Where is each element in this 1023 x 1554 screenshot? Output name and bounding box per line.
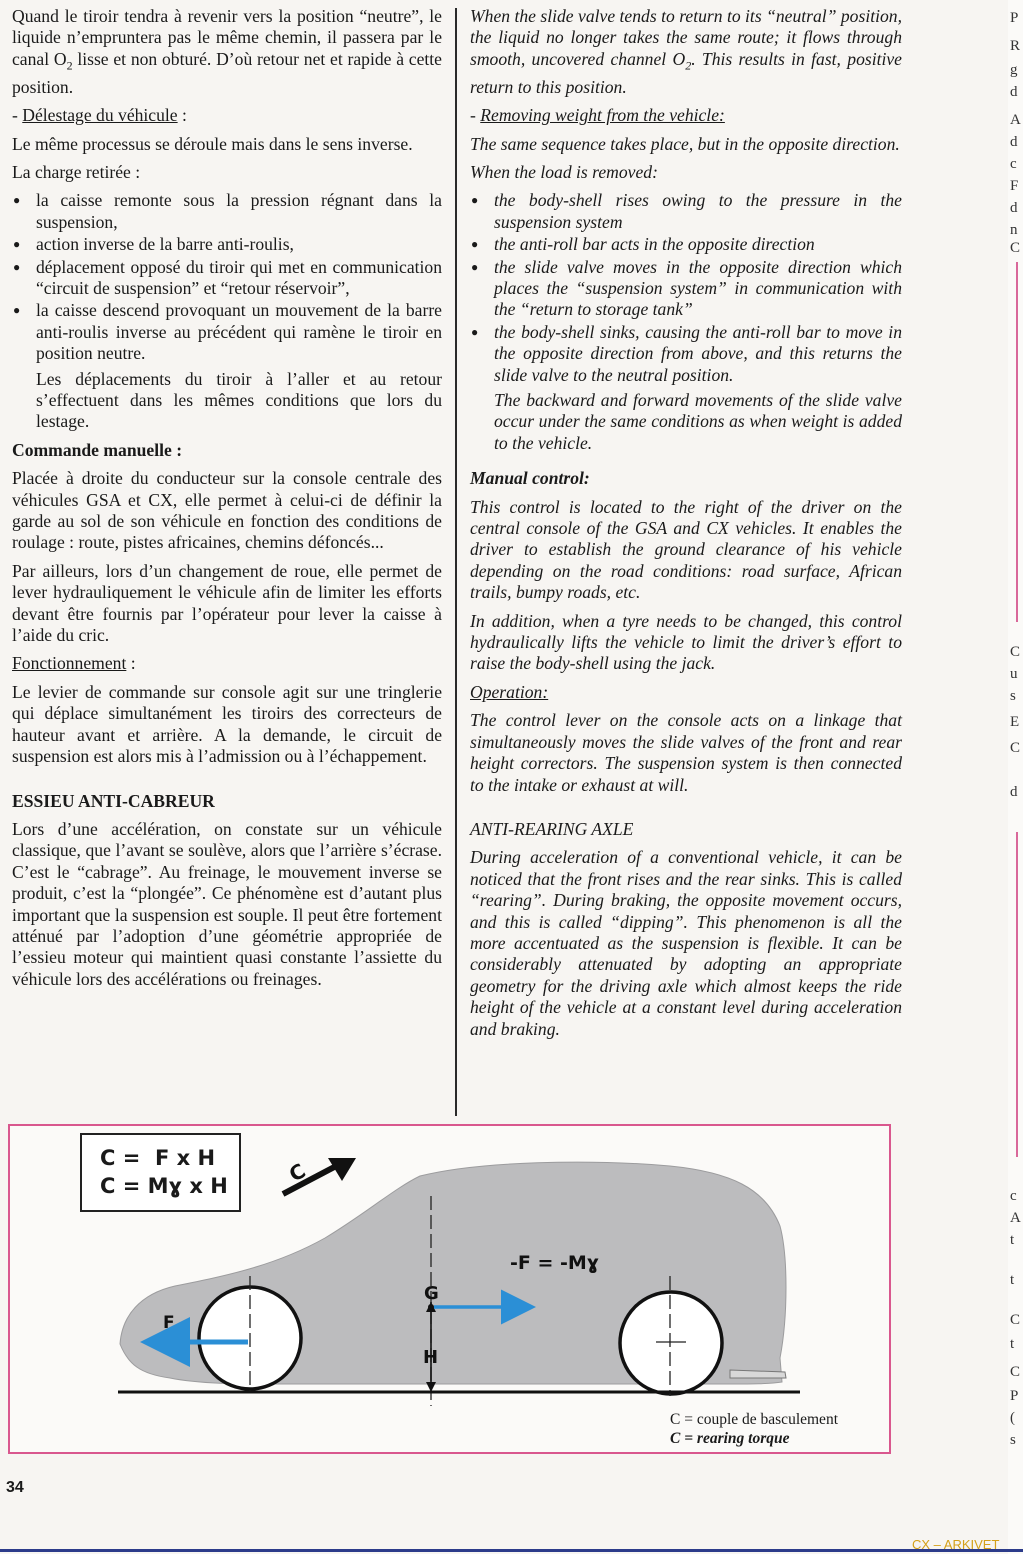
fr-fonctionnement-title: Fonctionnement [12, 653, 127, 674]
fr-fonctionnement-heading [12, 653, 442, 674]
archive-stamp: CX – ARKIVET [912, 1537, 1000, 1552]
en-removing-heading [470, 105, 902, 126]
edge-letter: d [1010, 84, 1018, 100]
caption-en: C = rearing torque [670, 1430, 790, 1447]
english-column [470, 6, 902, 1047]
label-f: F [163, 1313, 175, 1333]
edge-letter: d [1010, 134, 1018, 150]
fr-paragraph-inverse: Le même processus se déroule mais dans le sens inverse. [12, 133, 413, 154]
fr-paragraph-levier: Le levier de commande sur console agit sur une tringlerie qui déplace simultanément les tiroirs des correcteurs de hauteur avant et arrière. A la demande, le circuit de suspension est alors mis à l’admission ou à l’échappement. [12, 681, 442, 767]
edge-letter: ( [1010, 1410, 1015, 1426]
edge-letter: C [1010, 740, 1021, 756]
fr-paragraph-manual: Placée à droite du conducteur sur la console centrale des véhicules GSA et CX, elle permet à celui-ci de définir la garde au sol de son véhicule en fonction des conditions de roulage : route, pistes africaines, chemins défoncés... [12, 468, 442, 553]
car-diagram-svg [10, 1126, 890, 1452]
list-item: ● the anti-roll bar acts in the opposite direction [470, 234, 902, 255]
edge-pink-rule [1016, 832, 1018, 1157]
fr-paragraph-charge: La charge retirée : [12, 161, 141, 182]
edge-letter: c [1010, 1188, 1017, 1204]
anti-rearing-diagram [8, 1124, 891, 1454]
rear-wheel [620, 1292, 722, 1394]
caption-fr: C = couple de basculement [670, 1411, 838, 1428]
en-paragraph-lever: The control lever on the console acts on a linkage that simultaneously moves the slide valves of the front and rear height correctors. The suspension system is then connected to the intake or exhaust at will. [470, 710, 902, 795]
list-item: ● la caisse remonte sous la pression régnant dans la suspension, [12, 190, 442, 233]
fr-manual-heading: Commande manuelle : [12, 439, 183, 460]
fr-paragraph-deplacements: Les déplacements du tiroir à l’aller et au retour s’effectuent dans les mêmes conditions que lors du lestage. [36, 368, 442, 432]
list-item: ● action inverse de la barre anti-roulis, [12, 234, 442, 255]
edge-letter: t [1010, 1232, 1015, 1248]
edge-letter: g [1010, 62, 1018, 78]
edge-letter: A [1010, 112, 1021, 128]
en-paragraph-manual: This control is located to the right of the driver on the central console of the GSA and CX vehicles. It enables the driver to establish the ground clearance of his vehicle depending on the road conditions: road surface, African trails, bumpy roads, etc. [470, 496, 902, 603]
fr-delestage-heading [12, 105, 442, 126]
edge-letter: P [1010, 10, 1019, 26]
fr-bullet-list [12, 190, 442, 364]
fr-delestage-prefix: - [12, 105, 23, 126]
edge-letter: n [1010, 222, 1018, 238]
en-paragraph-neutral-return [470, 6, 902, 98]
fr-fonctionnement-colon: : [126, 653, 136, 674]
fr-paragraph-wheel-change: Par ailleurs, lors d’un changement de roue, elle permet de lever hydrauliquement le véhicule afin de limiter les efforts devant être fournis par l’opérateur pour lever la caisse à l’aide du cric. [12, 560, 442, 646]
en-bullet-list [470, 190, 902, 386]
edge-letter: R [1010, 38, 1021, 54]
edge-letter: E [1010, 714, 1020, 730]
list-item: ● the slide valve moves in the opposite direction which places the “suspension system” in communication with the “return to storage tank” [470, 257, 902, 321]
edge-pink-rule [1016, 262, 1018, 622]
en-paragraph-axle: During acceleration of a conventional vehicle, it can be noticed that the front rises and the rear sinks. This is called “rearing”. During braking, the opposite movement occurs, and this is called “dipping”. This phenomenon is all the more accentuated as the suspension is flexible. It can be considerably attenuated by adopting an appropriate geometry for the driving axle which almost keeps the ride height of the vehicle at a constant level during acceleration and braking. [470, 847, 902, 1039]
edge-letter: C [1010, 240, 1021, 256]
en-paragraph-tyre: In addition, when a tyre needs to be changed, this control hydraulically lifts the vehicle to limit the driver’s effort to raise the body-shell using the jack. [470, 610, 902, 674]
edge-letter: u [1010, 666, 1018, 682]
bottom-rule [0, 1549, 1023, 1552]
edge-letter: d [1010, 200, 1018, 216]
fr-p1-subscript: 2 [66, 58, 73, 73]
formula-line-1: C = F x H [100, 1146, 216, 1170]
label-h: H [423, 1347, 439, 1368]
column-divider [455, 8, 457, 1116]
edge-letter: C [1010, 644, 1021, 660]
list-item: ● la caisse descend provoquant un mouvement de la barre anti-roulis inverse au précédent qui ramène le tiroir en position neutre. [12, 300, 442, 364]
en-p1-text: When the slide valve tends to return to its “neutral” position, the liquid no longer takes the same route; it flows through smooth, uncovered channel O [470, 6, 902, 69]
fr-paragraph-neutral-return [12, 6, 442, 98]
list-item: ● the body-shell sinks, causing the anti-roll bar to move in the opposite direction from above, and this returns the slide valve to the neutral position. [470, 322, 902, 386]
en-p1-subscript: 2 [685, 58, 692, 73]
g-point [428, 1304, 434, 1310]
en-manual-heading: Manual control: [470, 468, 590, 489]
label-g: G [424, 1283, 439, 1304]
edge-letter: d [1010, 784, 1018, 800]
fr-delestage-title: Délestage du véhicule [22, 105, 178, 126]
figure-caption [670, 1410, 838, 1448]
edge-letter: C [1010, 1364, 1021, 1380]
en-axle-heading: ANTI-REARING AXLE [470, 818, 634, 839]
en-paragraph-movements: The backward and forward movements of the slide valve occur under the same conditions as when weight is added to the vehicle. [494, 390, 902, 453]
edge-letter: s [1010, 1432, 1016, 1448]
list-item: ● the body-shell rises owing to the pressure in the suspension system [470, 190, 902, 233]
french-column [12, 6, 442, 997]
fr-delestage-colon: : [177, 105, 187, 126]
edge-letter: s [1010, 688, 1016, 704]
edge-letter: F [1010, 178, 1019, 194]
edge-letter: A [1010, 1210, 1021, 1226]
edge-letter: C [1010, 1312, 1021, 1328]
en-operation-heading [470, 682, 902, 703]
label-c: C [284, 1158, 310, 1187]
page-number: 34 [6, 1479, 24, 1496]
edge-letter: t [1010, 1336, 1015, 1352]
label-force: -F = -Mɣ [510, 1252, 600, 1274]
edge-letter: P [1010, 1388, 1019, 1404]
edge-letter: c [1010, 156, 1017, 172]
fr-paragraph-axle: Lors d’une accélération, on constate sur un véhicule classique, que l’avant se soulève, alors que l’arrière s’écrase. C’est le “cabrage”. Au freinage, le mouvement inverse se produit, c’est la “plongée”. Ce phénomène est d’autant plus important que la suspension est souple. Il peut être fortement atténué par l’adoption d’une géométrie appropriée de l’essieu moteur qui maintient quasi constante l’assiette du véhicule lors des accélérations ou freinages. [12, 818, 442, 989]
fr-axle-heading: ESSIEU ANTI-CABREUR [12, 790, 215, 811]
en-paragraph-load: When the load is removed: [470, 161, 658, 182]
formula-line-2: C = Mɣ x H [100, 1174, 228, 1198]
edge-letter: t [1010, 1272, 1015, 1288]
en-paragraph-opposite: The same sequence takes place, but in the opposite direction. [470, 133, 900, 154]
en-removing-title: Removing weight from the vehicle: [480, 105, 725, 126]
fr-p1-end: lisse et non obturé. D’où retour net et rapide à cette position. [12, 48, 442, 97]
fr-p1-text: Quand le tiroir tendra à revenir vers la position “neutre”, le liquide n’empruntera pas le même chemin, il passera par le canal O [12, 6, 442, 69]
next-page-edge [1008, 0, 1023, 1554]
en-operation-title: Operation: [470, 681, 549, 702]
en-removing-prefix: - [470, 105, 481, 126]
list-item: ● déplacement opposé du tiroir qui met en communication “circuit de suspension” et “retour réservoir”, [12, 257, 442, 300]
en-p1-end: . This results in fast, positive return to this position. [470, 48, 902, 97]
